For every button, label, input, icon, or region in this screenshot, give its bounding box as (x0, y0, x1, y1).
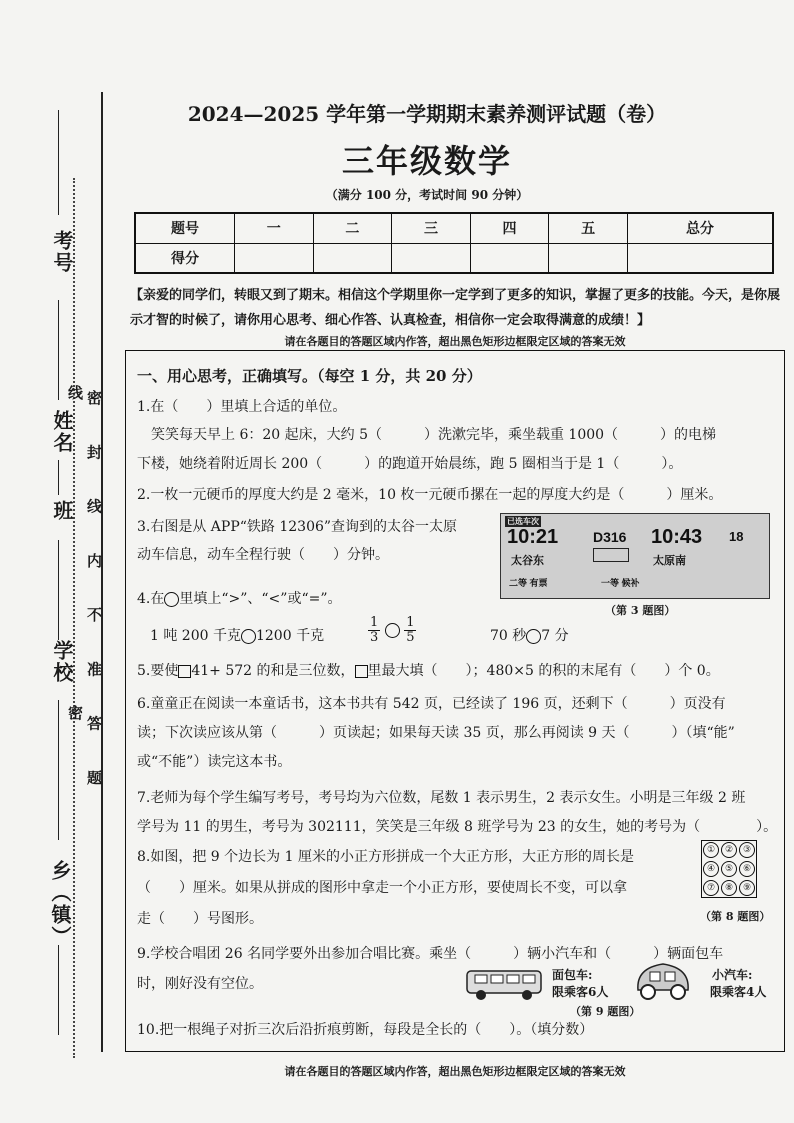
subject-title: 三年级数学 (341, 142, 512, 180)
grid-cell (720, 860, 738, 879)
question-3-line2: 动车信息，动车全程行驶（ ）分钟。 (137, 547, 389, 563)
grid-number: ⑥ (739, 861, 755, 877)
grid-cell (702, 878, 720, 897)
arrival-station: 太原南 (653, 555, 686, 567)
question-4-text-b: 里填上“>”、“<”或“=”。 (179, 591, 342, 607)
car-label: 小汽车: (712, 968, 753, 982)
exam-number-label: 考号 (50, 230, 74, 274)
question-4-text-a: 4.在 (137, 591, 165, 607)
town-blank-line-bottom (58, 945, 59, 1035)
score-cell: 总分 (627, 213, 773, 243)
score-table-score-row (135, 243, 773, 273)
seat-first-class: 一等 候补 (601, 578, 640, 588)
question-5 (137, 657, 720, 685)
question-1-line3: 下楼，她绕着附近周长 200（ ）的跑道开始晨练，跑 5 圈相当于是 1（ ）。 (137, 456, 683, 472)
grid-cell (720, 841, 738, 860)
compare-left-3: 70 秒 (490, 628, 527, 644)
question-2: 2.一枚一元硬币的厚度大约是 2 毫米，10 枚一元硬币摞在一起的厚度大约是（ ）厘米。 (137, 487, 723, 503)
score-cell: 题号 (135, 213, 235, 243)
grid-cell (702, 841, 720, 860)
grid-number: ② (721, 842, 737, 858)
question-1: 1.在（ ）里填上合适的单位。 (137, 399, 347, 415)
question-5-text-c: 里最大填（ ）；480×5 的积的末尾有（ ）个 0。 (367, 663, 720, 679)
compare-right-3: 7 分 (541, 628, 569, 644)
score-cell: 二 (313, 213, 392, 243)
question-9: 9.学校合唱团 26 名同学要外出参加合唱比赛。乘坐（ ）辆小汽车和（ ）辆面包车 (137, 946, 724, 962)
square-blank-icon (178, 665, 191, 678)
score-cell: 一 (235, 213, 314, 243)
score-input-cell[interactable] (313, 243, 392, 273)
score-cell: 三 (392, 213, 471, 243)
answer-area-warning-top: 请在各题目的答题区域内作答，超出黑色矩形边框限定区域的答案无效 (284, 335, 626, 348)
school-label: 学校 (50, 640, 74, 684)
exam-title: 2024—2025 学年第一学期期末素养测评试题（卷） (187, 102, 667, 126)
train-info-figure (500, 513, 770, 599)
question-8-line2: （ ）厘米。如果从拼成的图形中拿走一个小正方形，要使周长不变，可以拿 (137, 880, 627, 896)
van-icon (465, 965, 545, 1001)
grid-cell (738, 878, 756, 897)
question-6: 6.童童正在阅读一本童话书，这本书共有 542 页，已经读了 196 页，还剩下（ ）页没有 (137, 696, 726, 712)
figure-3-caption: （第 3 题图） (605, 604, 676, 617)
exam-subtitle: （满分 100 分，考试时间 90 分钟） (325, 188, 529, 202)
question-10: 10.把一根绳子对折三次后沿折痕剪断，每段是全长的（ ）。（填分数） (137, 1022, 594, 1038)
question-8: 8.如图，把 9 个边长为 1 厘米的小正方形拼成一个大正方形，大正方形的周长是 (137, 849, 634, 865)
town-blank-line (58, 700, 59, 840)
fraction-one-fifth (404, 616, 416, 645)
compare-left-1: 1 吨 200 千克 (150, 628, 241, 644)
grid-number: ⑧ (721, 880, 737, 896)
grid-cell (738, 860, 756, 879)
numerator: 1 (406, 615, 415, 630)
question-4-fractions (368, 616, 416, 645)
question-8-line3: 走（ ）号图形。 (137, 911, 263, 927)
score-input-cell[interactable] (235, 243, 314, 273)
denominator: 3 (370, 630, 379, 645)
answer-area-warning-bottom: 请在各题目的答题区域内作答，超出黑色矩形边框限定区域的答案无效 (284, 1065, 626, 1078)
class-blank-line (58, 460, 59, 495)
seat-second-class: 二等 有票 (509, 578, 548, 588)
van-capacity: 限乘客6人 (552, 985, 609, 999)
grid-number: ⑨ (739, 880, 755, 896)
score-input-cell[interactable] (627, 243, 773, 273)
score-input-cell[interactable] (549, 243, 628, 273)
compare-right-1: 1200 千克 (255, 628, 325, 644)
score-input-cell[interactable] (470, 243, 549, 273)
question-7: 7.老师为每个学生编写考号，考号均为六位数，尾数 1 表示男生，2 表示女生。小明是三年级 2 班 (137, 790, 746, 806)
numerator: 1 (370, 615, 379, 630)
grid-cell (702, 860, 720, 879)
score-cell: 五 (549, 213, 628, 243)
score-table (134, 212, 774, 274)
question-4-items (150, 622, 324, 650)
grid-number: ④ (703, 861, 719, 877)
grid-cell (720, 878, 738, 897)
compare-circle-1[interactable] (241, 629, 256, 644)
van-label: 面包车: (552, 968, 593, 982)
duration-box (593, 548, 629, 562)
price-extra: 18 (729, 529, 744, 544)
question-5-text-b: 41+ 572 的和是三位数， (191, 663, 355, 679)
question-7-line2: 学号为 11 的男生，考号为 302111，笑笑是三年级 8 班学号为 23 的女生，她的考号为（ ）。 (137, 819, 778, 835)
score-cell: 四 (470, 213, 549, 243)
fraction-one-third (368, 616, 380, 645)
intro-text: 【亲爱的同学们，转眼又到了期末。相信这个学期里你一定学到了更多的知识，掌握了更多的技能。今天，是你展示才智的时候了，请你用心思考、细心作答、认真检查，相信你一定会取得满意的成绩！】 (130, 288, 781, 328)
question-4-item3 (490, 622, 569, 650)
square-blank-icon (355, 665, 368, 678)
departure-station: 太谷东 (511, 555, 544, 567)
grid-cell (738, 841, 756, 860)
circle-blank-icon (164, 592, 179, 607)
seal-mi: 密 (66, 705, 84, 720)
nine-square-figure (701, 840, 757, 898)
question-9-line2: 时，刚好没有空位。 (137, 976, 263, 992)
figure-9-caption: （第 9 题图） (570, 1005, 641, 1018)
school-blank-line (58, 540, 59, 640)
name-label: 姓名 (50, 410, 74, 454)
question-4 (137, 585, 342, 613)
seal-xian: 线 (66, 385, 84, 400)
exam-number-blank-line (58, 110, 59, 215)
question-1-line2: 笑笑每天早上 6：20 起床，大约 5（ ）洗漱完毕，乘坐载重 1000（ ）的电梯 (137, 427, 717, 443)
car-capacity: 限乘客4人 (710, 985, 767, 999)
town-label: 乡（镇） (48, 860, 72, 948)
name-blank-line (58, 300, 59, 400)
figure-8-caption: （第 8 题图） (700, 910, 771, 923)
compare-circle-2[interactable] (385, 623, 400, 638)
grid-number: ① (703, 842, 719, 858)
question-3: 3.右图是从 APP“铁路 12306”查询到的太谷一太原 (137, 519, 458, 535)
departure-time: 10:21 (507, 526, 559, 548)
question-6-line2: 读；下次读应该从第（ ）页读起；如果每天读 35 页，那么再阅读 9 天（ ）（填“能” (137, 725, 735, 741)
car-icon (632, 958, 694, 1002)
question-5-text-a: 5.要使 (137, 663, 179, 679)
train-number: D316 (593, 529, 627, 545)
score-table-header-row (135, 213, 773, 243)
grid-number: ③ (739, 842, 755, 858)
grid-number: ⑤ (721, 861, 737, 877)
seal-notice: 密 封 线 内 不 准 答 题 (85, 390, 103, 802)
denominator: 5 (406, 630, 415, 645)
score-cell: 得分 (135, 243, 235, 273)
section-heading: 一、用心思考，正确填写。（每空 1 分，共 20 分） (137, 367, 482, 385)
question-6-line3: 或“不能”）读完这本书。 (137, 754, 292, 770)
class-label: 班 (50, 500, 74, 522)
grid-number: ⑦ (703, 880, 719, 896)
selected-train-tag: 已选车次 (507, 517, 539, 526)
arrival-time: 10:43 (651, 526, 703, 548)
compare-circle-3[interactable] (526, 629, 541, 644)
score-input-cell[interactable] (392, 243, 471, 273)
